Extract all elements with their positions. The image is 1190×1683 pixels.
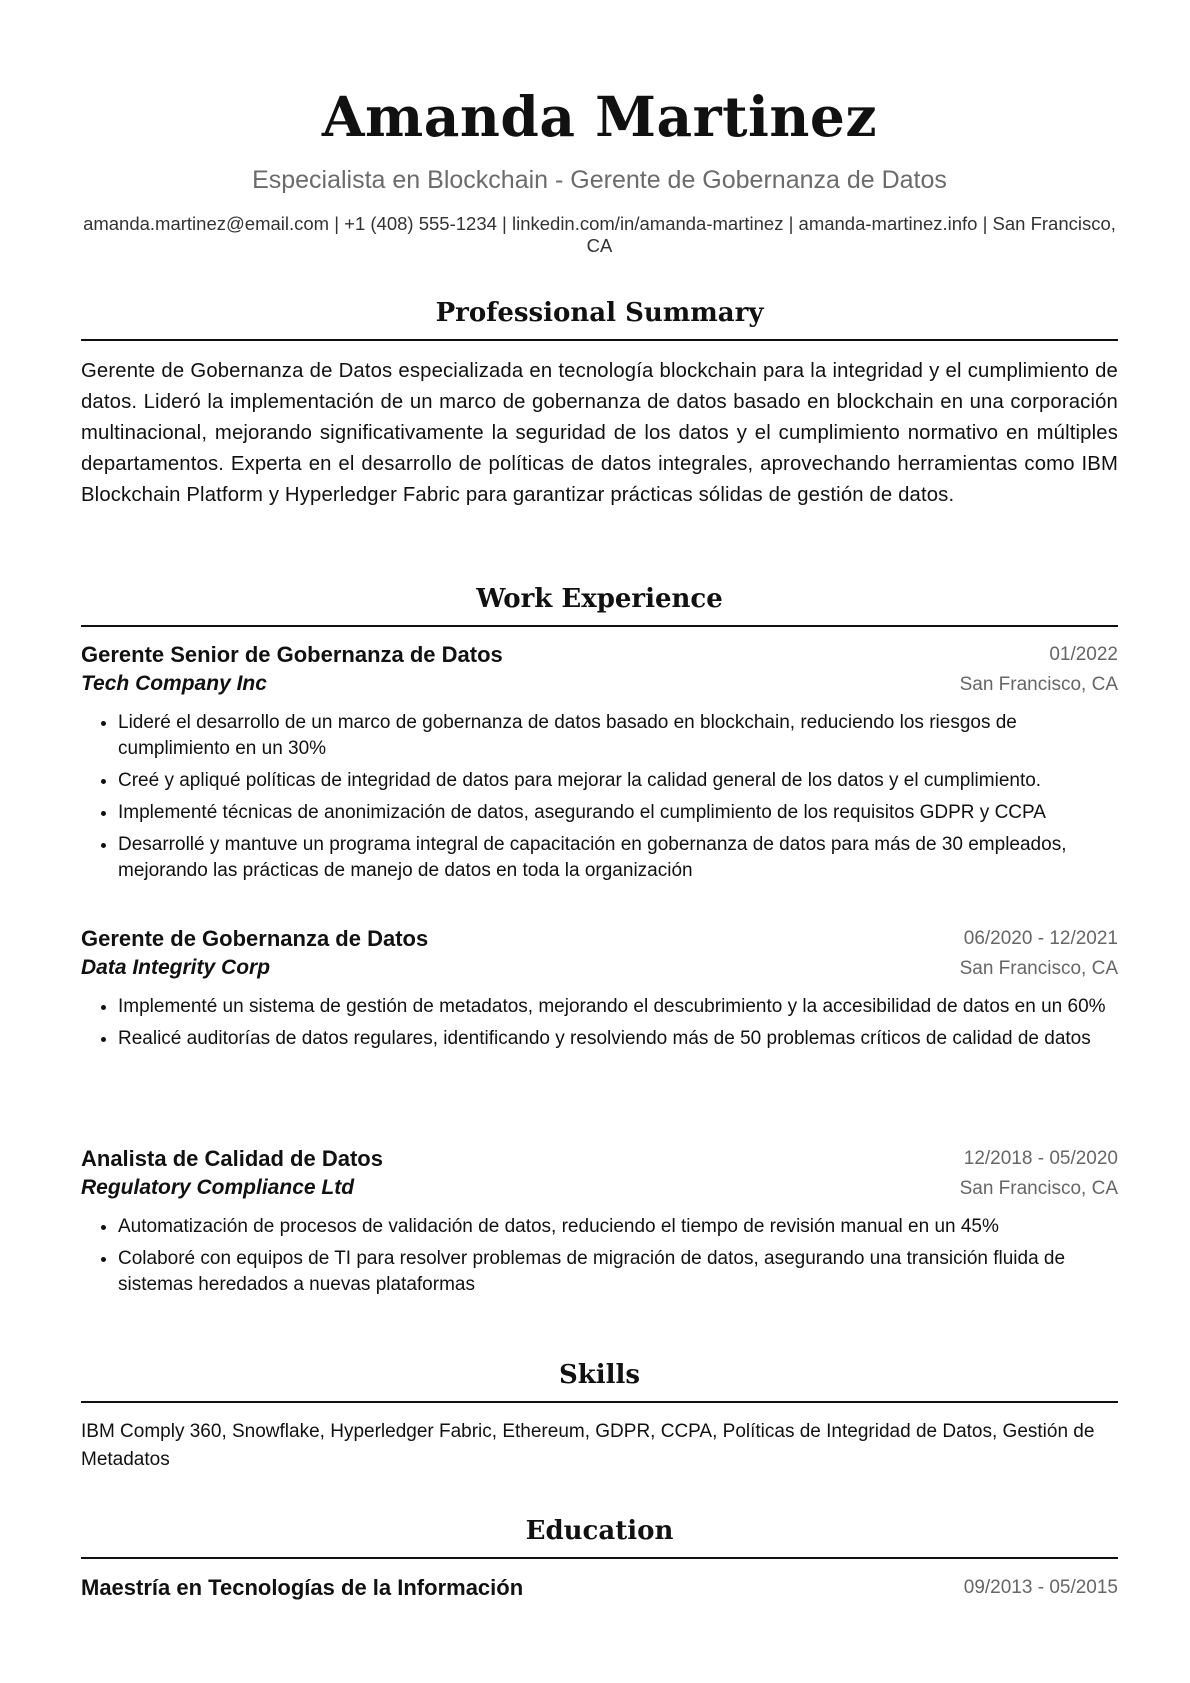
skills-heading: Skills <box>558 1360 641 1390</box>
candidate-title: Especialista en Blockchain - Gerente de Gobernanza de Datos <box>252 166 947 194</box>
job-company: Regulatory Compliance Ltd <box>81 1176 355 1199</box>
job-entry <box>81 1146 1118 1304</box>
job-location: San Francisco, CA <box>959 958 1118 979</box>
bullet-item: • Implementé un sistema de gestión de metadatos, mejorando el descubrimiento y la accesibilidad de datos en un 60% <box>118 994 1118 1020</box>
contact-line: amanda.martinez@email.com | +1 (408) 555-1234 | linkedin.com/in/amanda-martinez | amanda-martinez.info | San Francisco, CA <box>83 213 1116 256</box>
job-title: Gerente de Gobernanza de Datos <box>81 926 429 951</box>
candidate-name: Amanda Martinez <box>321 84 878 149</box>
job-location: San Francisco, CA <box>959 1178 1118 1199</box>
job-bullets <box>81 1214 1118 1298</box>
job-date: 01/2022 <box>1049 644 1118 665</box>
bullet-item: • Colaboré con equipos de TI para resolver problemas de migración de datos, asegurando una transición fluida de sistemas heredados a nuevas plataformas <box>118 1246 1118 1298</box>
skills-divider <box>81 1401 1118 1403</box>
job-company: Tech Company Inc <box>81 672 267 695</box>
experience-divider <box>81 625 1118 627</box>
education-entry <box>81 1575 1118 1605</box>
job-location: San Francisco, CA <box>959 674 1118 695</box>
bullet-item: • Implementé técnicas de anonimización de datos, asegurando el cumplimiento de los requisitos GDPR y CCPA <box>118 800 1118 826</box>
degree-title: Maestría en Tecnologías de la Información <box>81 1575 524 1600</box>
bullet-item: • Desarrollé y mantuve un programa integral de capacitación en gobernanza de datos para más de 30 empleados, mejorando las prácticas de manejo de datos en toda la organización <box>118 832 1118 884</box>
bullet-item: • Realicé auditorías de datos regulares, identificando y resolviendo más de 50 problemas críticos de calidad de datos <box>118 1026 1118 1052</box>
bullet-item: • Automatización de procesos de validación de datos, reduciendo el tiempo de revisión manual en un 45% <box>118 1214 1118 1240</box>
job-title: Gerente Senior de Gobernanza de Datos <box>81 642 503 667</box>
job-entry <box>81 642 1118 890</box>
job-date: 06/2020 - 12/2021 <box>963 928 1118 949</box>
bullet-item: • Lideré el desarrollo de un marco de gobernanza de datos basado en blockchain, reduciendo los riesgos de cumplimiento en un 30% <box>118 710 1118 762</box>
summary-text: Gerente de Gobernanza de Datos especializada en tecnología blockchain para la integridad y el cumplimiento de datos. Lideró la implementación de un marco de gobernanza de datos basado en blockchain en una corporación multinacional, mejorando significativamente la seguridad de los datos y el cumplimiento normativo en múltiples departamentos. Experta en el desarrollo de políticas de datos integrales, aprovechando herramientas como IBM Blockchain Platform y Hyperledger Fabric para garantizar prácticas sólidas de gestión de datos. <box>81 360 1118 506</box>
skills-text: IBM Comply 360, Snowflake, Hyperledger Fabric, Ethereum, GDPR, CCPA, Políticas de Integridad de Datos, Gestión de Metadatos <box>81 1421 1095 1470</box>
summary-divider <box>81 339 1118 341</box>
job-company: Data Integrity Corp <box>81 956 271 979</box>
education-heading: Education <box>525 1516 674 1546</box>
job-date: 12/2018 - 05/2020 <box>963 1148 1118 1169</box>
job-entry <box>81 926 1118 1058</box>
bullet-item: • Creé y apliqué políticas de integridad de datos para mejorar la calidad general de los datos y el cumplimiento. <box>118 768 1118 794</box>
experience-heading: Work Experience <box>476 584 723 614</box>
job-bullets <box>81 994 1118 1052</box>
job-title: Analista de Calidad de Datos <box>81 1146 383 1171</box>
job-bullets <box>81 710 1118 884</box>
summary-heading: Professional Summary <box>435 298 764 328</box>
education-date: 09/2013 - 05/2015 <box>963 1577 1118 1598</box>
education-divider <box>81 1557 1118 1559</box>
